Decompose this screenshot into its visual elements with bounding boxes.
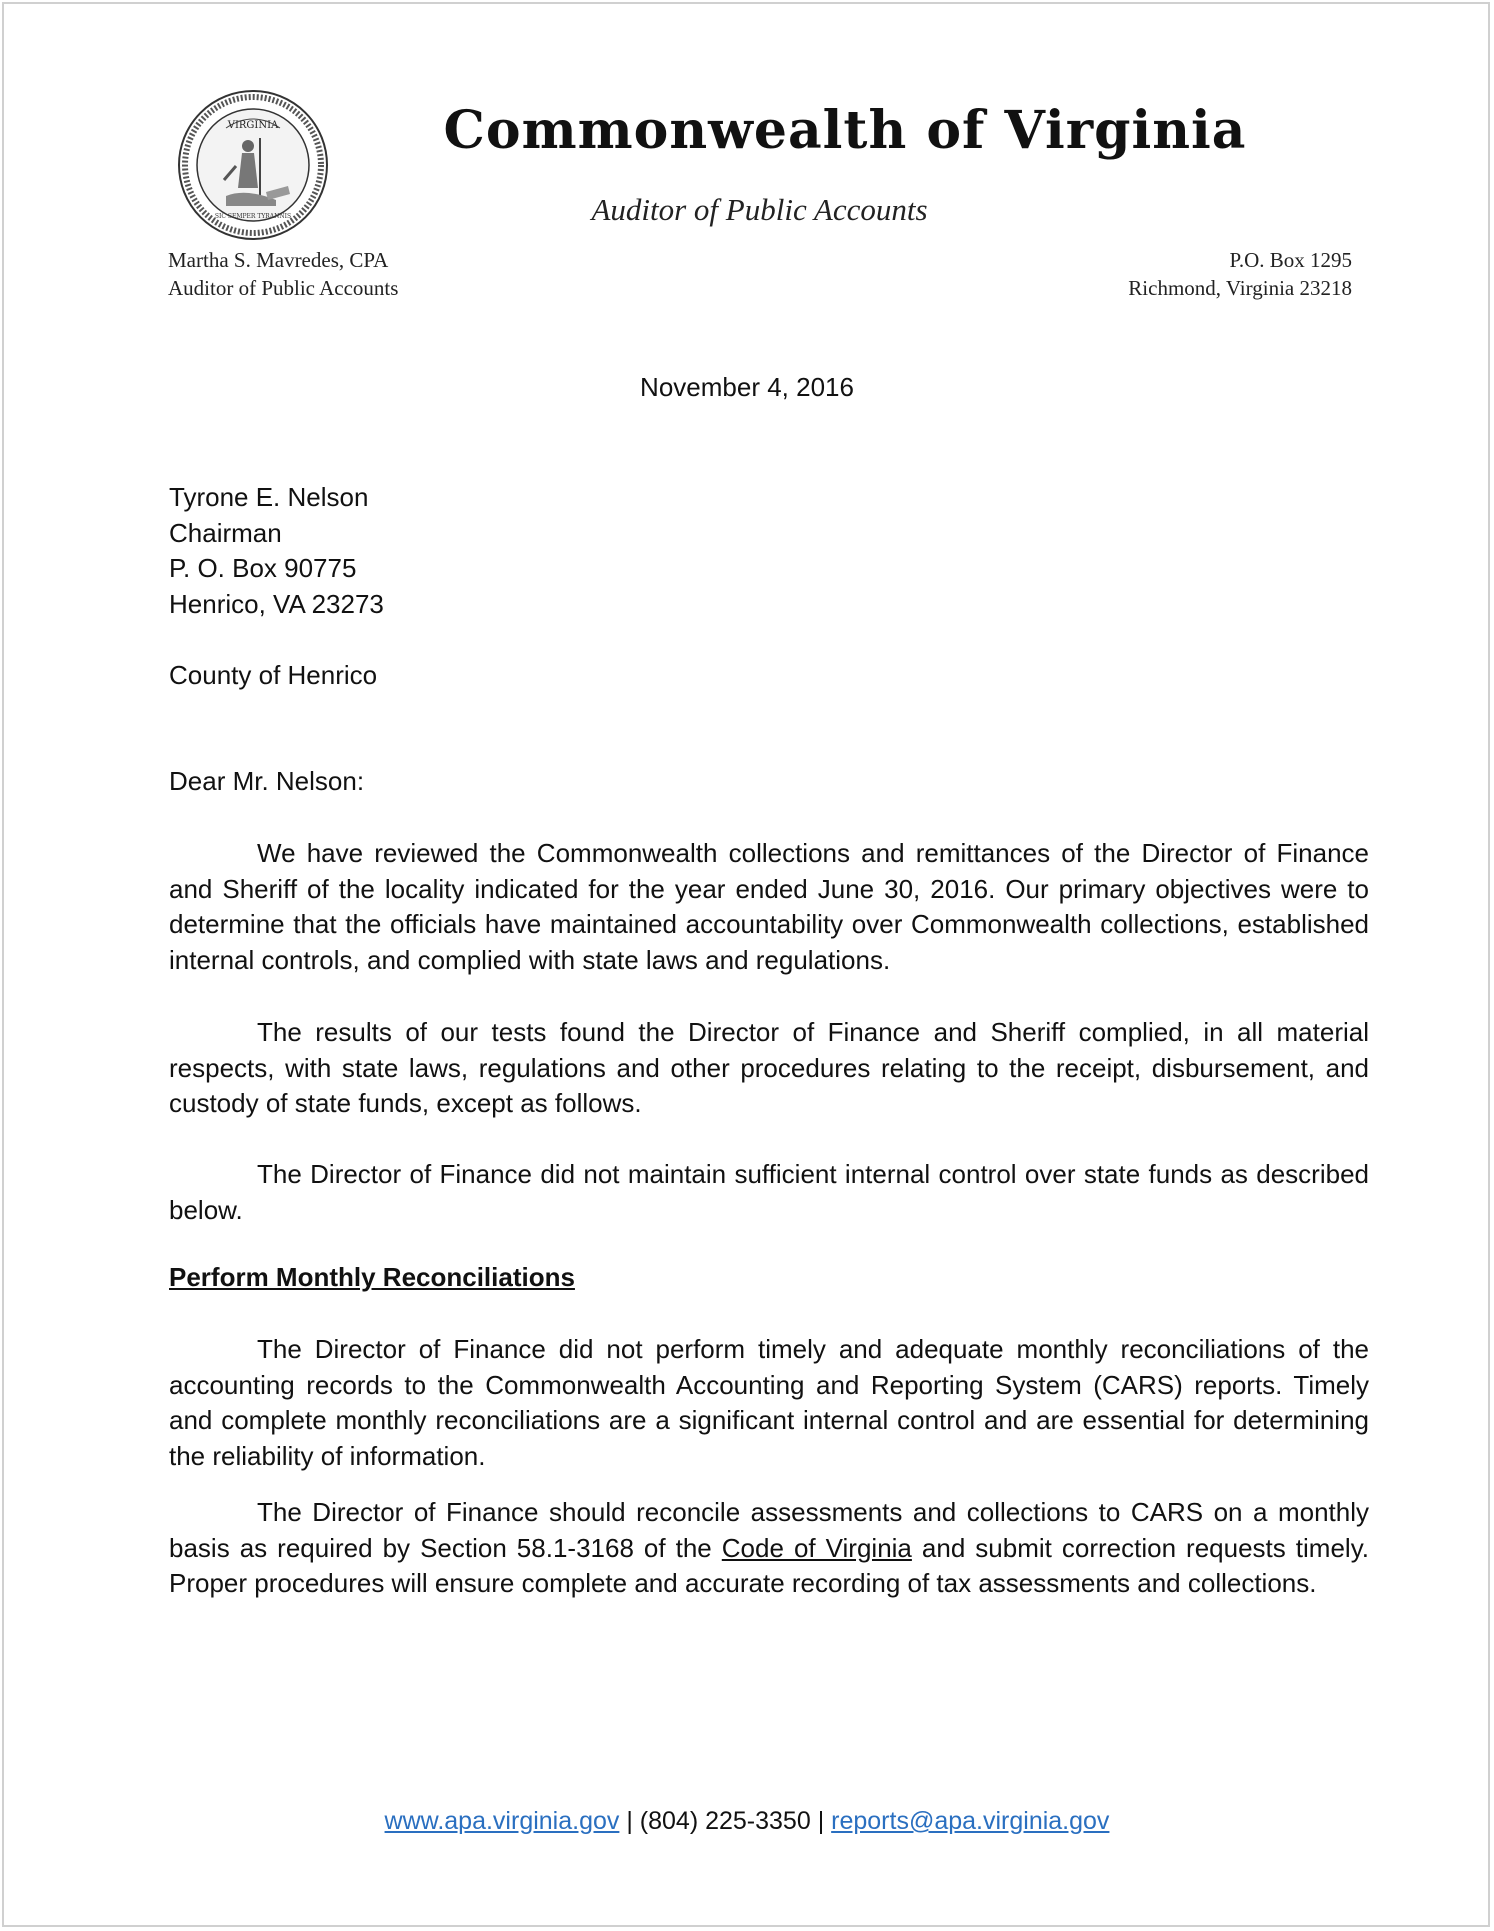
office-po-box: P.O. Box 1295 <box>1229 248 1352 272</box>
paragraph-1: We have reviewed the Commonwealth collections and remittances of the Director of Finance and Sheriff of the locality indicated for the year ended June 30, 2016. Our primary objectives were to determine that the officials have maintained accountability over Commonwealth collections, established internal controls, and complied with state laws and regulations. <box>169 838 1369 975</box>
svg-text:SIC SEMPER TYRANNIS: SIC SEMPER TYRANNIS <box>214 213 292 220</box>
email-link[interactable]: reports@apa.virginia.gov <box>831 1807 1110 1835</box>
letter-date: November 4, 2016 <box>640 372 854 402</box>
section-paragraph-2-part2: and submit correction requests timely. Proper procedures will ensure complete and accurate recording of tax assessments and collections. <box>169 1532 1369 1598</box>
code-of-virginia-reference: Code of Virginia <box>721 1532 912 1563</box>
section-paragraph-2-part1: The Director of Finance should reconcile assessments and collections to CARS on a monthly basis as required by Section 58.1-3168 of the <box>169 1497 1369 1563</box>
letterhead-title: Commonwealth of Virginia <box>443 100 1247 161</box>
office-address-block <box>1128 246 1352 302</box>
virginia-seal-logo <box>176 88 330 242</box>
paragraph-2: The results of our tests found the Director of Finance and Sheriff complied, in all material respects, with state laws, regulations and other procedures relating to the receipt, disbursement, and custody of state funds, except as follows. <box>169 1017 1369 1118</box>
letterhead-subtitle: Auditor of Public Accounts <box>591 192 928 227</box>
recipient-name: Tyrone E. Nelson <box>169 482 369 512</box>
footer-phone: (804) 225-3350 <box>639 1807 811 1835</box>
auditor-block <box>168 246 398 302</box>
auditor-name: Martha S. Mavredes, CPA <box>168 248 389 272</box>
footer-separator-2: | <box>810 1807 832 1835</box>
section-paragraph-1: The Director of Finance did not perform timely and adequate monthly reconciliations of the accounting records to the Commonwealth Accounting and Reporting System (CARS) reports. Timely and complete monthly reconciliations are a significant internal control and are essential for determining the reliability of information. <box>169 1334 1369 1471</box>
recipient-address2: Henrico, VA 23273 <box>169 588 384 619</box>
recipient-address1: P. O. Box 90775 <box>169 553 357 583</box>
footer-separator-1: | <box>619 1807 640 1835</box>
section-paragraph-2 <box>169 1495 1369 1602</box>
paragraph-3: The Director of Finance did not maintain sufficient internal control over state funds as described below. <box>169 1159 1369 1225</box>
website-link[interactable]: www.apa.virginia.gov <box>384 1807 620 1835</box>
recipient-organization: County of Henrico <box>169 660 378 690</box>
section-heading: Perform Monthly Reconciliations <box>169 1262 575 1292</box>
seal-lettering: VIRGINIA <box>227 120 279 131</box>
recipient-title: Chairman <box>169 517 282 548</box>
auditor-title: Auditor of Public Accounts <box>168 276 399 300</box>
recipient-block <box>169 480 1369 622</box>
footer <box>0 1807 1494 1836</box>
salutation: Dear Mr. Nelson: <box>169 766 365 796</box>
office-city-state: Richmond, Virginia 23218 <box>1128 276 1352 300</box>
